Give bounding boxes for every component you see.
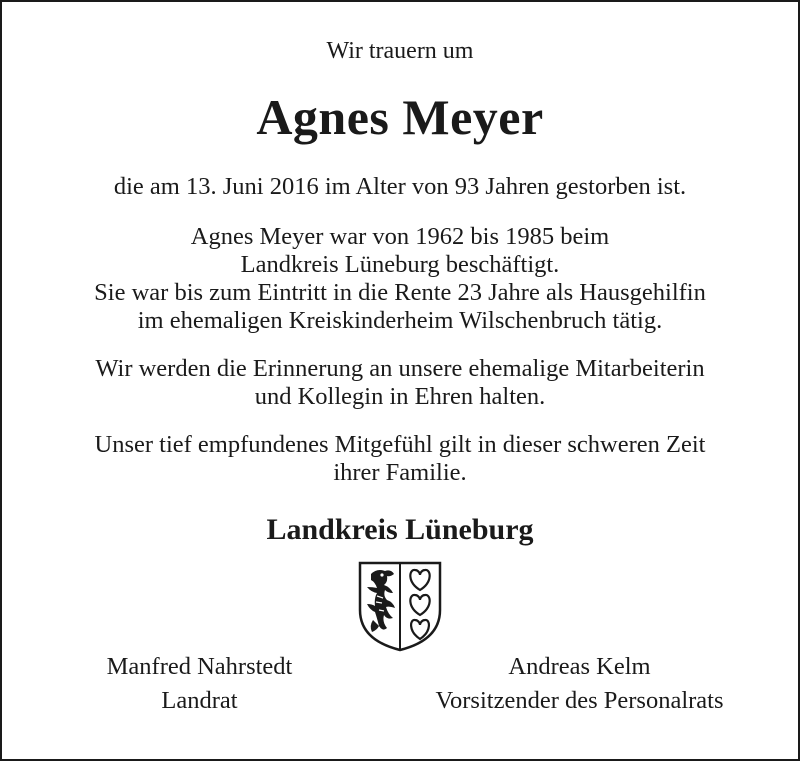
coat-of-arms-icon	[357, 560, 443, 652]
career-line: im ehemaligen Kreiskinderheim Wilschenbruch tätig.	[137, 307, 663, 334]
death-line: die am 13. Juni 2016 im Alter von 93 Jahren gestorben ist.	[113, 173, 687, 200]
memory-line: Wir werden die Erinnerung an unsere ehemalige Mitarbeiterin	[95, 355, 705, 382]
memory-paragraph	[2, 355, 798, 411]
career-line: Agnes Meyer war von 1962 bis 1985 beim	[190, 223, 610, 250]
condolence-line: ihrer Familie.	[333, 459, 467, 486]
signatory-left	[62, 650, 337, 718]
signatory-role: Vorsitzender des Personalrats	[435, 687, 724, 714]
memory-line: und Kollegin in Ehren halten.	[254, 383, 546, 410]
signatory-role: Landrat	[161, 687, 238, 714]
career-line: Landkreis Lüneburg beschäftigt.	[240, 251, 560, 278]
signatory-name: Manfred Nahrstedt	[106, 653, 293, 680]
career-paragraph	[2, 223, 798, 335]
condolence-paragraph	[2, 431, 798, 487]
deceased-name: Agnes Meyer	[256, 89, 544, 145]
career-line: Sie war bis zum Eintritt in die Rente 23 Jahre als Hausgehilfin	[94, 279, 706, 306]
signatory-name: Andreas Kelm	[508, 653, 651, 680]
signatory-right	[407, 650, 752, 718]
organization-name: Landkreis Lüneburg	[266, 513, 534, 546]
condolence-line: Unser tief empfundenes Mitgefühl gilt in dieser schweren Zeit	[94, 431, 706, 458]
intro-line: Wir trauern um	[326, 38, 474, 64]
